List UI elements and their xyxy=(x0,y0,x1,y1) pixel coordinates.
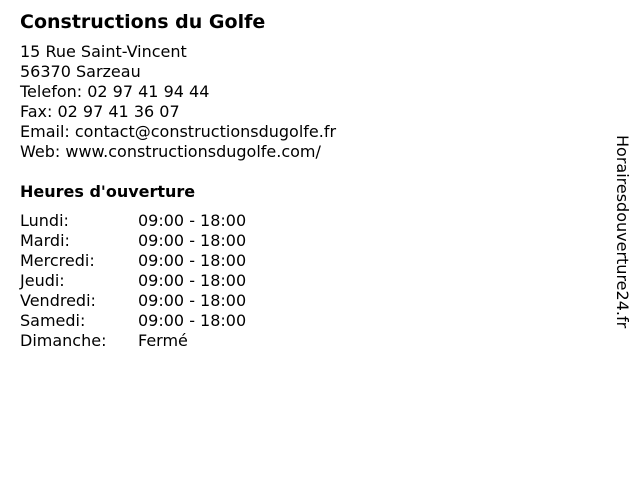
website-address: Web: www.constructionsdugolfe.com/ xyxy=(20,142,321,161)
hours-row-monday xyxy=(20,211,580,231)
hours-row-saturday xyxy=(20,311,580,331)
hours-row-tuesday xyxy=(20,231,580,251)
time-range: Fermé xyxy=(138,331,188,350)
time-range: 09:00 - 18:00 xyxy=(138,271,247,290)
hours-row-thursday xyxy=(20,271,580,291)
business-name: Constructions du Golfe xyxy=(20,11,266,33)
day-label: Lundi: xyxy=(20,211,69,230)
email-address: Email: contact@constructionsdugolfe.fr xyxy=(20,122,337,141)
day-label: Mardi: xyxy=(20,231,70,250)
street-address: 15 Rue Saint-Vincent xyxy=(20,42,187,61)
business-card xyxy=(20,10,580,351)
time-range: 09:00 - 18:00 xyxy=(138,231,247,250)
day-label: Dimanche: xyxy=(20,331,107,350)
time-range: 09:00 - 18:00 xyxy=(138,311,247,330)
phone-number: Telefon: 02 97 41 94 44 xyxy=(20,82,210,101)
hours-row-sunday xyxy=(20,331,580,351)
contact-details xyxy=(20,42,580,162)
time-range: 09:00 - 18:00 xyxy=(138,251,247,270)
opening-hours-table xyxy=(20,211,580,351)
day-label: Mercredi: xyxy=(20,251,95,270)
fax-number: Fax: 02 97 41 36 07 xyxy=(20,102,180,121)
opening-hours-title: Heures d'ouverture xyxy=(20,182,196,201)
hours-row-wednesday xyxy=(20,251,580,271)
time-range: 09:00 - 18:00 xyxy=(138,211,247,230)
time-range: 09:00 - 18:00 xyxy=(138,291,247,310)
source-watermark: Horairesdouverture24.fr xyxy=(613,135,632,329)
postal-city: 56370 Sarzeau xyxy=(20,62,141,81)
hours-row-friday xyxy=(20,291,580,311)
day-label: Samedi: xyxy=(20,311,86,330)
day-label: Jeudi: xyxy=(20,271,65,290)
day-label: Vendredi: xyxy=(20,291,96,310)
